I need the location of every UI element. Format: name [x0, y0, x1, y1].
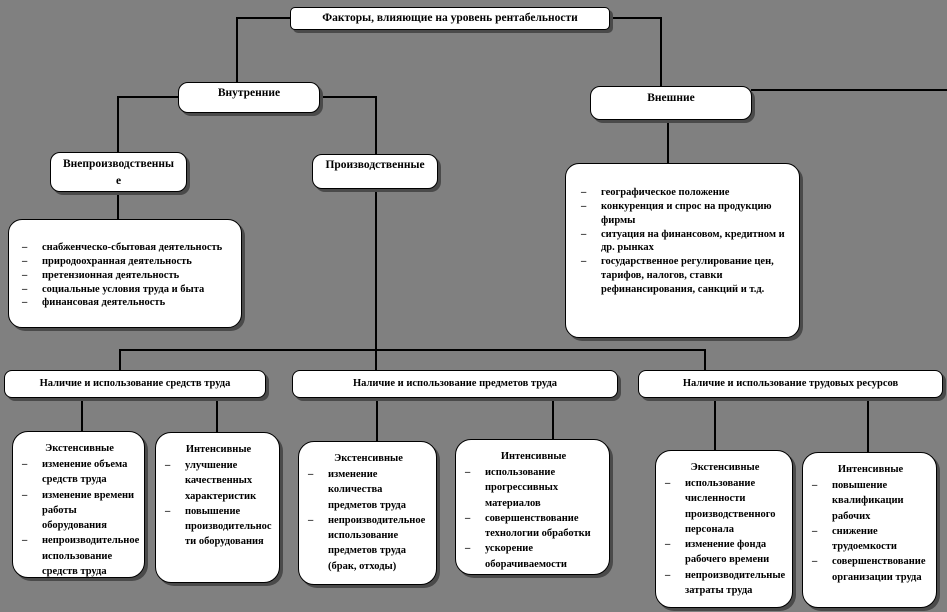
list-item-text: повышение квалификации рабочих	[832, 480, 904, 522]
list-item	[462, 541, 605, 571]
connector-line	[119, 349, 706, 351]
non-production-node: Внепроизводственные	[50, 152, 187, 192]
connector-line	[375, 188, 377, 371]
connector-line	[318, 96, 376, 98]
dash-marker: –	[812, 556, 818, 568]
dash-marker: –	[22, 242, 28, 253]
list-item-text: использование прогрессивных материалов	[485, 467, 559, 509]
dash-marker: –	[665, 539, 671, 551]
list-item	[19, 241, 235, 255]
dash-marker: –	[22, 489, 28, 501]
list-item	[162, 458, 275, 504]
sub-box-label: Экстенсивные	[45, 443, 114, 454]
factor-list	[462, 465, 605, 572]
list-item-text: географическое положение	[601, 187, 730, 198]
factor-list	[19, 241, 235, 310]
list-item	[662, 476, 788, 537]
dash-marker: –	[812, 525, 818, 537]
group-header-means-of-labor: Наличие и использование средств труда	[4, 370, 266, 398]
list-item-text: непроизводительное использование средств труда	[42, 535, 140, 577]
dash-marker: –	[22, 255, 28, 267]
dash-marker: –	[22, 283, 28, 295]
connector-line	[237, 17, 292, 19]
sub-box-label: Интенсивные	[185, 444, 252, 455]
list-item	[462, 511, 605, 541]
dash-marker: –	[465, 467, 471, 479]
external-factors-node: Внешние	[590, 86, 752, 120]
list-item-text: финансовая деятельность	[42, 297, 166, 309]
connector-line	[552, 397, 554, 440]
list-item-text: изменение количества предметов труда	[328, 469, 406, 511]
list-item	[578, 200, 793, 228]
list-item-text: использование численности производственного персонала	[685, 478, 776, 535]
list-item	[19, 255, 235, 269]
objects-intensive-node	[455, 439, 610, 575]
list-item-text: ускорение оборачиваемости	[485, 543, 567, 570]
objects-extensive-node	[298, 441, 437, 585]
list-item	[19, 283, 235, 297]
dash-marker: –	[581, 187, 587, 198]
factor-list	[162, 458, 275, 549]
list-item-text: ситуация на финансовом, кредитном и др. рынках	[601, 228, 785, 254]
dash-marker: –	[812, 480, 818, 492]
list-item	[462, 465, 605, 511]
dash-marker: –	[465, 543, 471, 555]
list-item	[19, 488, 140, 534]
connector-line	[119, 349, 121, 371]
dash-marker: –	[581, 200, 587, 212]
connector-line	[216, 397, 218, 433]
list-item-text: изменение фонда рабочего времени	[685, 539, 770, 566]
dash-marker: –	[165, 460, 171, 472]
list-item-text: конкуренция и спрос на продукцию фирмы	[601, 200, 772, 226]
connector-line	[608, 17, 662, 19]
connector-line	[236, 17, 238, 83]
connector-line	[660, 17, 662, 87]
list-item-text: изменение объема средств труда	[42, 459, 128, 486]
list-item	[578, 186, 793, 200]
list-item-text: государственное регулирование цен, тарифов, налогов, ставки рефинансирования, санкций и т.д.	[601, 256, 774, 296]
production-node: Производственные	[312, 154, 438, 189]
connector-line	[117, 96, 119, 153]
sub-box-label: Интенсивные	[500, 451, 567, 462]
list-item	[19, 269, 235, 283]
means-extensive-node	[12, 431, 145, 578]
list-item	[809, 478, 932, 524]
list-item	[19, 296, 235, 310]
dash-marker: –	[22, 459, 28, 471]
connector-line	[714, 397, 716, 451]
connector-line	[667, 119, 669, 164]
list-item-text: социальные условия труда и быта	[42, 283, 205, 295]
dash-marker: –	[22, 297, 28, 309]
list-item	[19, 533, 140, 579]
sub-box-label: Интенсивные	[837, 464, 904, 475]
dash-marker: –	[22, 269, 28, 281]
list-item-text: изменение времени работы оборудования	[42, 489, 135, 532]
means-intensive-node	[155, 432, 280, 583]
list-item	[19, 457, 140, 487]
dash-marker: –	[22, 535, 28, 547]
list-item	[305, 513, 432, 574]
connector-line	[81, 397, 83, 432]
list-item-text: улучшение качественных характеристик	[185, 460, 257, 502]
list-item-text: непроизводительные затраты труда	[685, 569, 786, 596]
factor-list	[19, 457, 140, 579]
list-item-text: снижение трудоемкости	[832, 525, 897, 553]
diagram-title-node: Факторы, влияющие на уровень рентабельности	[290, 7, 610, 30]
connector-line	[704, 349, 706, 371]
external-factors-list	[565, 163, 800, 338]
list-item	[809, 524, 932, 554]
list-item	[578, 255, 793, 297]
list-item	[578, 228, 793, 256]
connector-line	[376, 397, 378, 442]
dash-marker: –	[581, 228, 587, 240]
non-production-factors-list	[8, 219, 242, 328]
connector-line	[118, 96, 180, 98]
dash-marker: –	[665, 569, 671, 581]
factor-list	[809, 478, 932, 585]
dash-marker: –	[308, 514, 314, 526]
list-item-text: повышение производительности оборудования	[185, 505, 272, 548]
list-item-text: совершенствование технологии обработки	[485, 512, 591, 540]
group-header-labor-resources: Наличие и использование трудовых ресурсов	[638, 370, 943, 398]
list-item-text: совершенствование организации труда	[832, 556, 926, 583]
list-item-text: претензионная деятельность	[42, 269, 180, 281]
list-item	[662, 537, 788, 567]
list-item	[305, 467, 432, 513]
dash-marker: –	[581, 256, 587, 268]
factor-list	[305, 467, 432, 574]
list-item	[809, 554, 932, 584]
list-item	[662, 568, 788, 598]
sub-box-label: Экстенсивные	[690, 462, 760, 473]
dash-marker: –	[665, 478, 671, 490]
dash-marker: –	[465, 512, 471, 524]
factor-list	[578, 186, 793, 297]
dash-marker: –	[165, 505, 171, 517]
factor-list	[662, 476, 788, 598]
internal-factors-node: Внутренние	[178, 82, 320, 113]
connector-line	[867, 397, 869, 453]
labor-extensive-node	[655, 450, 793, 608]
connector-line	[751, 89, 947, 91]
list-item-text: природоохранная деятельность	[42, 255, 192, 267]
connector-line	[375, 96, 377, 155]
list-item-text: непроизводительное использование предметов труда (брак, отходы)	[328, 514, 426, 572]
list-item	[162, 504, 275, 550]
labor-intensive-node	[802, 452, 937, 608]
group-header-objects-of-labor: Наличие и использование предметов труда	[292, 370, 618, 398]
connector-line	[117, 191, 119, 220]
sub-box-label: Экстенсивные	[334, 453, 403, 464]
list-item-text: снабженческо-сбытовая деятельность	[42, 242, 223, 253]
dash-marker: –	[308, 469, 314, 481]
